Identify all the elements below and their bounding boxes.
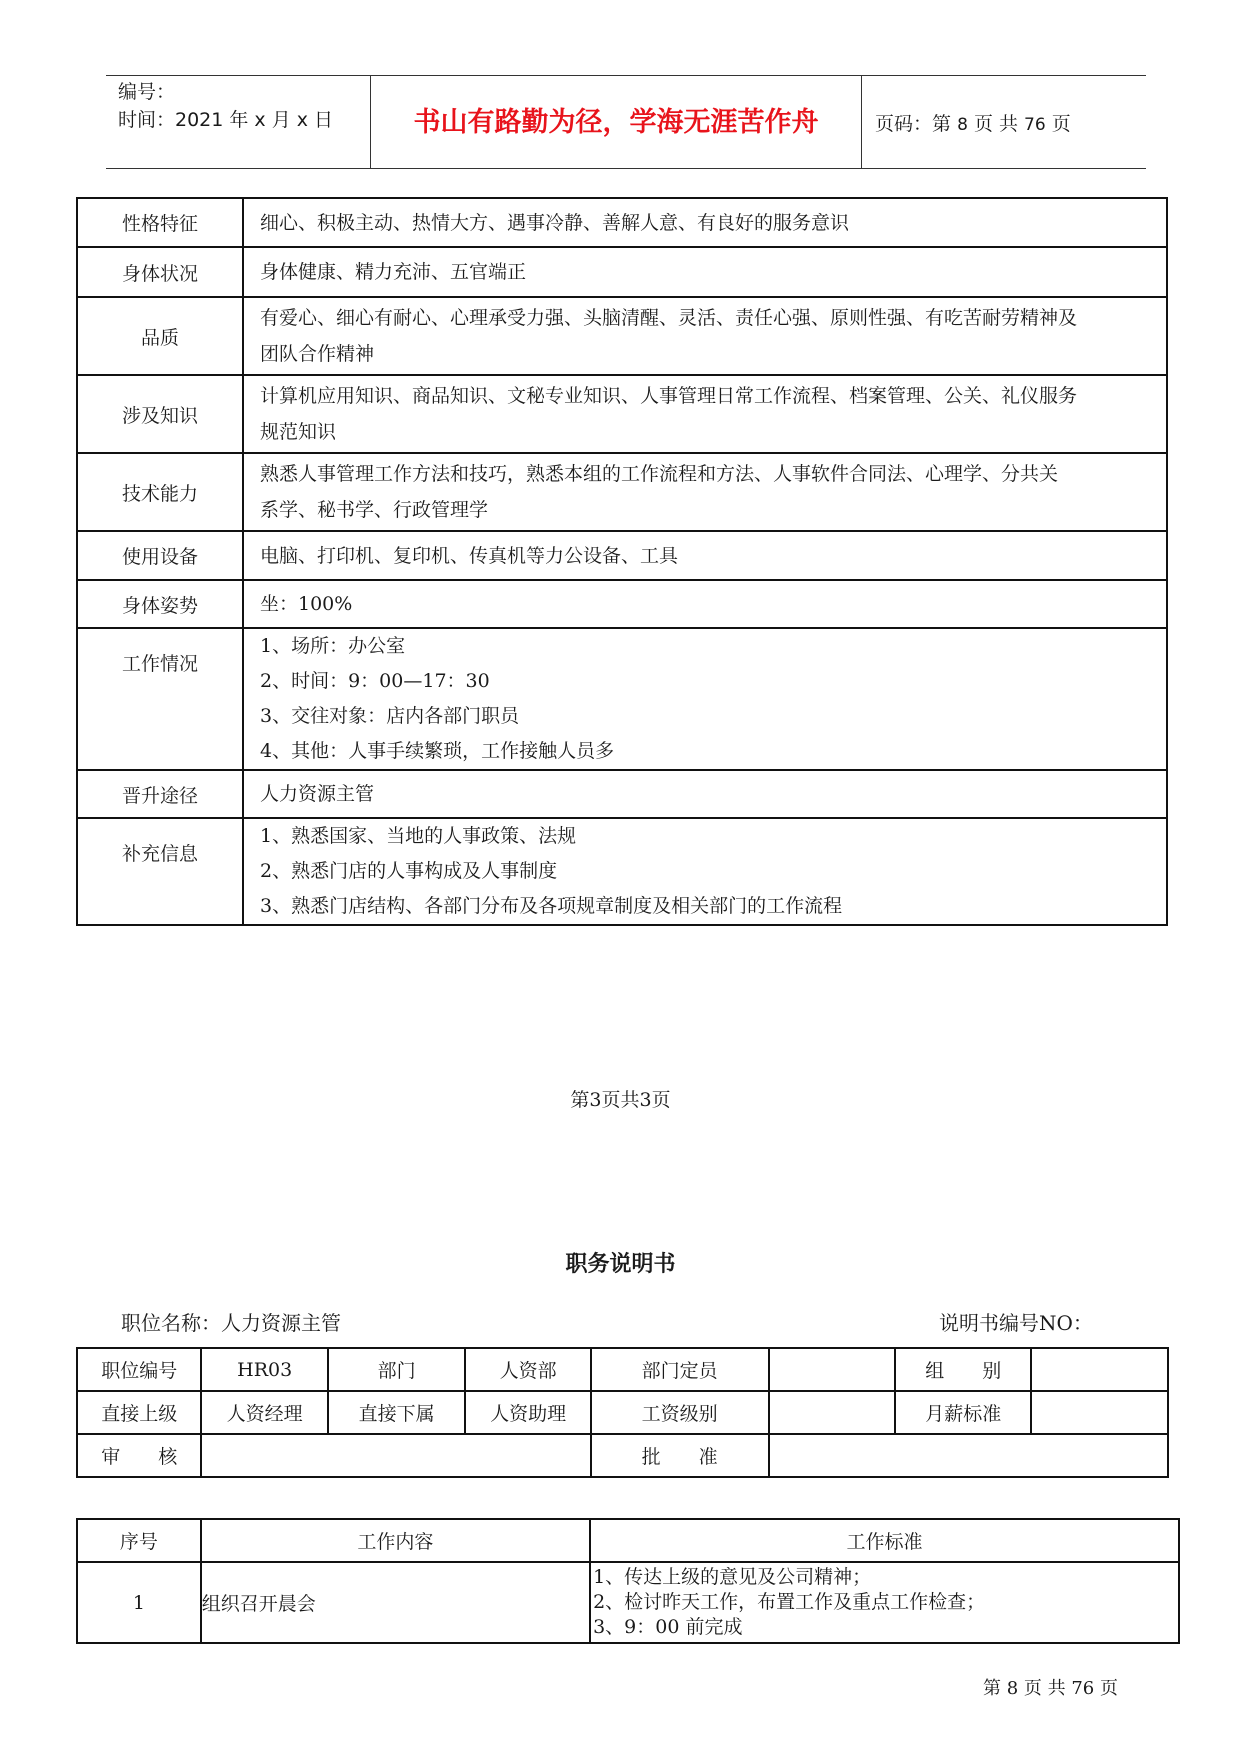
row-label: 涉及知识 xyxy=(77,375,243,453)
value-line: 2、时间：9：00—17：30 xyxy=(260,670,490,692)
cell xyxy=(1031,1391,1168,1434)
cell: 部门定员 xyxy=(591,1348,769,1391)
cell: 工资级别 xyxy=(591,1391,769,1434)
table-row xyxy=(77,1348,1168,1391)
cell: 部门 xyxy=(328,1348,466,1391)
cell xyxy=(201,1434,590,1477)
work-content: 组织召开晨会 xyxy=(201,1562,590,1643)
header-left xyxy=(118,78,333,134)
header-divider-left xyxy=(370,75,371,169)
position-info-table xyxy=(76,1347,1169,1478)
column-header: 序号 xyxy=(77,1519,201,1562)
table-row xyxy=(77,297,1167,375)
cell: HR03 xyxy=(201,1348,327,1391)
row-value xyxy=(243,375,1167,453)
cell xyxy=(1031,1348,1168,1391)
page-total: 76 xyxy=(1024,115,1046,135)
duties-table xyxy=(76,1518,1180,1644)
row-label: 使用设备 xyxy=(77,531,243,580)
page-footer: 第 8 页 共 76 页 xyxy=(983,1678,1118,1699)
row-value xyxy=(243,297,1167,375)
table-row xyxy=(77,770,1167,818)
doc-number-label: 编号： xyxy=(118,81,176,103)
row-label: 工作情况 xyxy=(77,628,243,770)
value-line: 有爱心、细心有耐心、心理承受力强、头脑清醒、灵活、责任心强、原则性强、有吃苦耐劳精神及 xyxy=(260,307,1078,329)
cell: 人资部 xyxy=(465,1348,590,1391)
table-row xyxy=(77,531,1167,580)
value-line: 人力资源主管 xyxy=(260,783,375,805)
page-label: 页码：第 xyxy=(875,113,952,135)
cell: 月薪标准 xyxy=(895,1391,1032,1434)
row-value xyxy=(243,770,1167,818)
row-value xyxy=(243,247,1167,297)
header-page-info xyxy=(875,109,1071,136)
cell xyxy=(769,1348,895,1391)
spec-number-label: 说明书编号NO： xyxy=(939,1311,1093,1335)
cell: 职位编号 xyxy=(77,1348,201,1391)
job-requirements-table xyxy=(76,197,1168,926)
row-label: 品质 xyxy=(77,297,243,375)
value-line: 系学、秘书学、行政管理学 xyxy=(260,499,489,521)
row-value xyxy=(243,818,1167,925)
document-title: 职务说明书 xyxy=(565,1252,676,1277)
value-line: 坐：100% xyxy=(260,593,353,615)
motto: 书山有路勤为径，学海无涯苦作舟 xyxy=(413,107,819,138)
cell xyxy=(769,1391,895,1434)
row-value xyxy=(243,628,1167,770)
cell: 批 准 xyxy=(591,1434,769,1477)
value-line: 细心、积极主动、热情大方、遇事冷静、善解人意、有良好的服务意识 xyxy=(260,211,850,234)
value-line: 3、交往对象：店内各部门职员 xyxy=(260,705,520,727)
value-line: 1、熟悉国家、当地的人事政策、法规 xyxy=(260,825,577,847)
cell: 人资助理 xyxy=(465,1391,590,1434)
row-label: 技术能力 xyxy=(77,453,243,531)
header-bottom-rule xyxy=(106,168,1146,169)
row-number: 1 xyxy=(77,1562,201,1643)
cell: 审 核 xyxy=(77,1434,201,1477)
value-line: 4、其他：人事手续繁琐，工作接触人员多 xyxy=(260,740,615,762)
standard-line: 1、传达上级的意见及公司精神； xyxy=(593,1566,872,1588)
cell xyxy=(769,1434,1169,1477)
row-value xyxy=(243,531,1167,580)
row-label: 晋升途径 xyxy=(77,770,243,818)
section-page-number: 第3页共3页 xyxy=(570,1089,671,1111)
table-header-row xyxy=(77,1519,1179,1562)
value-line: 3、熟悉门店结构、各部门分布及各项规章制度及相关部门的工作流程 xyxy=(260,895,843,917)
cell: 人资经理 xyxy=(201,1391,327,1434)
row-label: 身体姿势 xyxy=(77,580,243,628)
table-row xyxy=(77,198,1167,247)
page-end-label: 页 xyxy=(1051,113,1071,135)
header-divider-right xyxy=(861,75,862,169)
cell: 直接下属 xyxy=(328,1391,466,1434)
row-value xyxy=(243,198,1167,247)
position-name: 职位名称：人力资源主管 xyxy=(121,1311,341,1335)
time-label: 时间：2021 年 x 月 x 日 xyxy=(118,109,334,131)
row-label: 补充信息 xyxy=(77,818,243,925)
column-header: 工作标准 xyxy=(590,1519,1179,1562)
row-label: 身体状况 xyxy=(77,247,243,297)
table-row xyxy=(77,580,1167,628)
value-line: 计算机应用知识、商品知识、文秘专业知识、人事管理日常工作流程、档案管理、公关、礼仪服务 xyxy=(260,385,1078,407)
row-value xyxy=(243,453,1167,531)
value-line: 规范知识 xyxy=(260,421,337,443)
table-row xyxy=(77,628,1167,770)
work-standard xyxy=(590,1562,1179,1643)
table-row xyxy=(77,453,1167,531)
value-line: 电脑、打印机、复印机、传真机等力公设备、工具 xyxy=(260,544,679,567)
table-row xyxy=(77,1391,1168,1434)
page-number: 8 xyxy=(957,115,968,135)
header-top-rule xyxy=(106,75,1146,76)
value-line: 2、熟悉门店的人事构成及人事制度 xyxy=(260,860,558,882)
table-row xyxy=(77,375,1167,453)
table-row xyxy=(77,1562,1179,1643)
row-value xyxy=(243,580,1167,628)
cell: 组 别 xyxy=(895,1348,1032,1391)
value-line: 1、场所：办公室 xyxy=(260,635,406,657)
standard-line: 3、9：00 前完成 xyxy=(593,1616,743,1638)
value-line: 团队合作精神 xyxy=(260,343,375,365)
table-row xyxy=(77,818,1167,925)
standard-line: 2、检讨昨天工作，布置工作及重点工作检查； xyxy=(593,1591,986,1613)
column-header: 工作内容 xyxy=(201,1519,590,1562)
table-row xyxy=(77,247,1167,297)
cell: 直接上级 xyxy=(77,1391,201,1434)
row-label: 性格特征 xyxy=(77,198,243,247)
page-mid-label: 页 共 xyxy=(973,113,1018,135)
value-line: 熟悉人事管理工作方法和技巧，熟悉本组的工作流程和方法、人事软件合同法、心理学、分共关 xyxy=(260,463,1059,485)
table-row xyxy=(77,1434,1168,1477)
value-line: 身体健康、精力充沛、五官端正 xyxy=(260,261,527,283)
